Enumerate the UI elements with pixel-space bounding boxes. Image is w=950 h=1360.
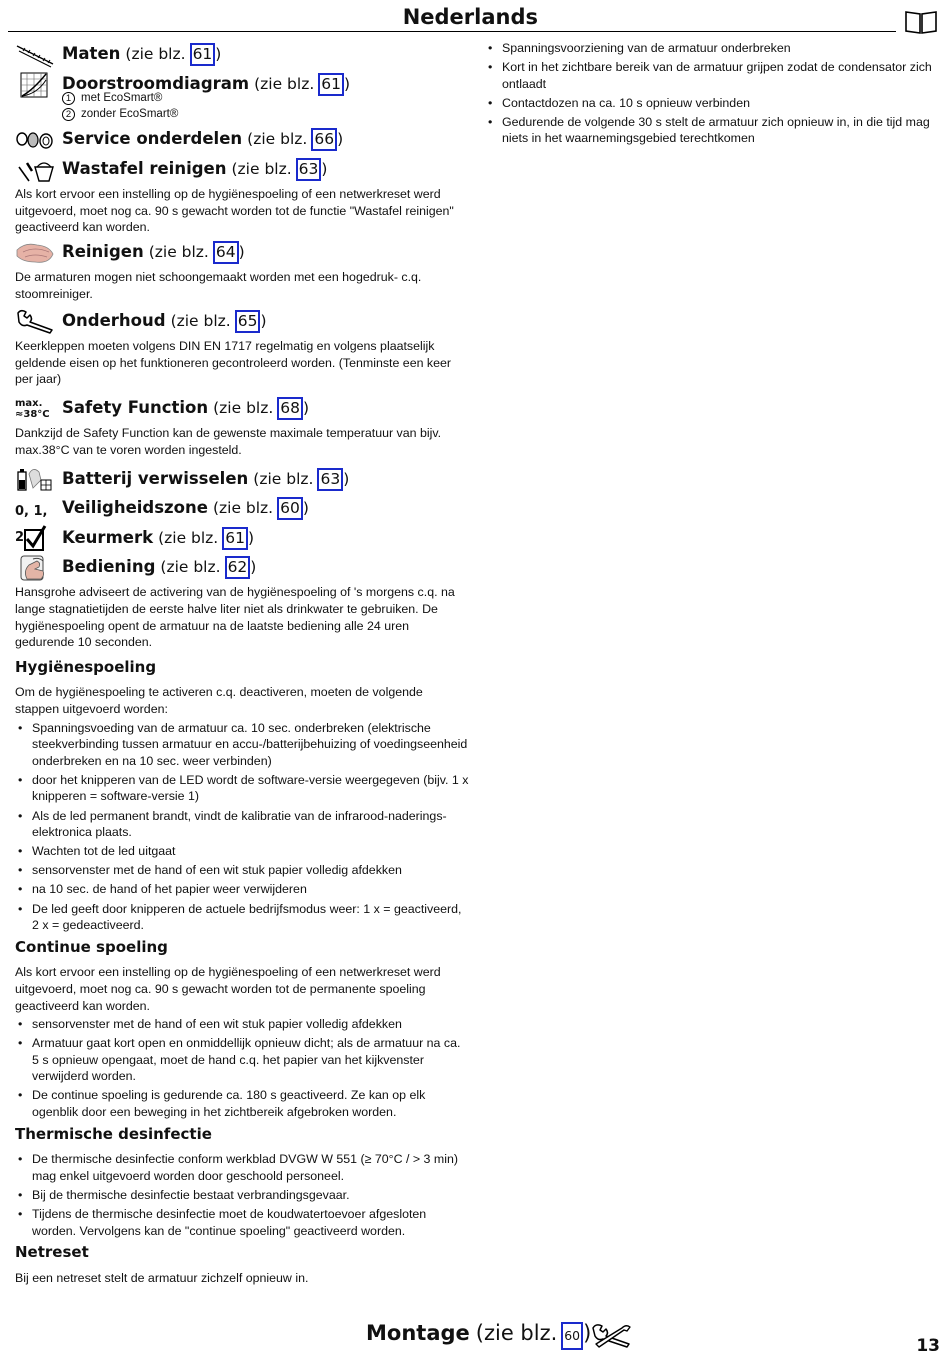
heading-hygienespoeling: Hygiënespoeling	[15, 657, 157, 676]
section-text: Dankzijd de Safety Function kan de gewenste maximale temperatuur van bijv. max.38°C van te voren worden ingesteld.	[15, 426, 442, 457]
section-service-onderdelen	[15, 125, 470, 155]
list-item: • Kort in het zichtbare bereik van de armatuur grijpen zodat de condensator zich ontlaadt	[485, 59, 935, 92]
section-text: Hansgrohe adviseert de activering van de hygiënespoeling of 's morgens c.q. na lange stagnatietijden de eerste halve liter niet als drinkwater te gebruiken. De hygiënespoeling opent de armatuur na de laatste bediening alle 24 uren gedurende 10 seconden.	[15, 585, 455, 650]
list-item: • Armatuur gaat kort open en onmiddellijk opnieuw dicht; als de armatuur na ca. 5 s opnieuw opengaat, moet de hand c.q. het papier van het kijkvenster verwijderd worden.	[15, 1035, 470, 1085]
page-reference-link-wrap	[273, 397, 309, 420]
section-title: Onderhoud	[62, 310, 166, 330]
legend-text: zonder EcoSmart®	[81, 108, 179, 120]
page-link[interactable]: 61	[318, 73, 344, 96]
page-footer	[0, 1318, 950, 1354]
list-item: • Wachten tot de led uitgaat	[15, 843, 470, 860]
cleaning-bucket-icon	[15, 157, 55, 183]
section-text: Om de hygiënespoeling te activeren c.q. deactiveren, moeten de volgende stappen uitgevoerd worden:	[15, 685, 423, 716]
battery-icon	[15, 466, 55, 492]
ref-close: )	[343, 469, 350, 488]
section-title: Bediening	[62, 557, 156, 577]
page-reference: (zie blz.	[170, 311, 231, 330]
page-link[interactable]: 62	[225, 556, 251, 579]
page-header	[8, 4, 896, 32]
section-onderhoud	[15, 306, 470, 387]
page-reference: (zie blz.	[247, 130, 308, 149]
section-text: De armaturen mogen niet schoongemaakt worden met een hogedruk- c.q. stoomreiniger.	[15, 270, 422, 301]
page-link[interactable]: 63	[296, 158, 322, 181]
right-column	[485, 40, 935, 150]
ref-close: )	[238, 243, 245, 262]
list-item: • Als de led permanent brandt, vindt de kalibratie van de infrarood-naderings-elektronica plaats.	[15, 808, 470, 841]
ref-close: )	[302, 499, 309, 518]
page-reference: (zie blz.	[254, 74, 315, 93]
section-title: Batterij verwisselen	[62, 468, 249, 488]
section-wastafel-reinigen	[15, 155, 470, 236]
section-title: Safety Function	[62, 398, 209, 418]
ref-close: )	[250, 558, 257, 577]
open-book-icon	[904, 9, 938, 35]
legend-number: 1	[62, 92, 75, 105]
page-reference-link-wrap	[313, 468, 349, 491]
page-reference-link-wrap	[292, 158, 328, 181]
ref-close: )	[344, 74, 351, 93]
icon-label: ≈38°C	[15, 408, 50, 420]
icon-label: 0, 1, 2	[15, 503, 48, 545]
page-reference: (zie blz.	[160, 558, 221, 577]
page-reference: (zie blz.	[158, 528, 219, 547]
page-reference-link-wrap	[221, 556, 257, 579]
section-bediening	[15, 553, 470, 651]
tools-icon	[590, 1322, 632, 1348]
page-link[interactable]: 66	[311, 128, 337, 151]
section-reinigen	[15, 238, 470, 303]
footer-reference	[366, 1322, 591, 1350]
section-title: Keurmerk	[62, 527, 154, 547]
spare-parts-icon	[15, 127, 55, 153]
hand-operation-icon	[15, 555, 55, 581]
heading-continue-spoeling: Continue spoeling	[15, 937, 168, 956]
wrench-icon	[15, 308, 55, 334]
legend-item	[15, 107, 470, 121]
list-item: • na 10 sec. de hand of het papier weer verwijderen	[15, 881, 470, 898]
dimensions-icon	[15, 42, 55, 68]
page-reference-link-wrap	[231, 310, 267, 333]
heading-thermische-desinfectie: Thermische desinfectie	[15, 1124, 212, 1143]
page-reference: (zie blz.	[231, 159, 292, 178]
list-item: • Contactdozen na ca. 10 s opnieuw verbinden	[485, 95, 935, 112]
footer-title: Montage	[366, 1321, 470, 1345]
page-reference: (zie blz.	[148, 243, 209, 262]
section-batterij-verwisselen	[15, 464, 470, 494]
page-link[interactable]: 68	[277, 397, 303, 420]
checkmark-box-icon	[15, 525, 55, 551]
max-temperature-icon	[15, 398, 55, 424]
section-title: Maten	[62, 44, 121, 64]
page-link[interactable]: 65	[235, 310, 261, 333]
page-reference: (zie blz.	[253, 469, 314, 488]
list-item: • De thermische desinfectie conform werkblad DVGW W 551 (≥ 70°C / > 3 min) mag enkel uitgevoerd worden door geschoold personeel.	[15, 1151, 470, 1184]
section-maten	[15, 40, 470, 70]
flow-diagram-icon	[15, 72, 55, 98]
legend-text: met EcoSmart®	[81, 92, 163, 104]
page-reference: (zie blz.	[125, 45, 186, 64]
page-link[interactable]: 61	[222, 527, 248, 550]
list-item: • Bij de thermische desinfectie bestaat verbrandingsgevaar.	[15, 1187, 470, 1204]
section-doorstroomdiagram	[15, 70, 470, 122]
section-text: Keerkleppen moeten volgens DIN EN 1717 regelmatig en volgens plaatselijk geldende eisen op het funktioneren gecontroleerd worden. (Tenminste een keer per jaar)	[15, 338, 452, 387]
section-title: Service onderdelen	[62, 129, 243, 149]
page-reference-link-wrap	[314, 73, 350, 96]
section-title: Doorstroomdiagram	[62, 73, 250, 93]
section-text: Als kort ervoor een instelling op de hygiënespoeling of een netwerkreset werd uitgevoerd, moet nog ca. 90 s gewacht worden tot de functie "Wastafel reinigen" geactiveerd kan worden.	[15, 187, 454, 235]
bullet-list	[485, 40, 935, 147]
page-reference: (zie blz.	[212, 499, 274, 518]
ref-close: )	[260, 311, 267, 330]
page-link[interactable]: 63	[317, 468, 343, 491]
page-link[interactable]: 60	[561, 1322, 583, 1350]
list-item: • Gedurende de volgende 30 s stelt de armatuur zich opnieuw in, in die tijd mag niets in het waarnemingsgebied terechtkomen	[485, 114, 935, 147]
heading-netreset: Netreset	[15, 1243, 89, 1262]
list-item: • De led geeft door knipperen de actuele bedrijfsmodus weer: 1 x = geactiveerd, 2 x = gedeactiveerd.	[15, 901, 470, 934]
icon-label: max.	[15, 397, 43, 409]
bullet-list	[15, 720, 470, 934]
list-item: • Tijdens de thermische desinfectie moet de koudwatertoevoer afgesloten worden. Vervolgens kan de "continue spoeling" geactiveerd worden.	[15, 1206, 470, 1239]
left-column	[15, 40, 470, 1288]
page-number: 13	[916, 1336, 940, 1356]
page-link[interactable]: 61	[190, 43, 216, 66]
list-item: • Spanningsvoorziening van de armatuur onderbreken	[485, 40, 935, 57]
page-reference-link-wrap	[273, 497, 309, 520]
ref-close: )	[321, 159, 328, 178]
legend-number: 2	[62, 108, 75, 121]
page-link[interactable]: 60	[277, 497, 303, 520]
list-item: • sensorvenster met de hand of een wit stuk papier volledig afdekken	[15, 1016, 470, 1033]
page-reference-link-wrap	[218, 527, 254, 550]
ref-close: )	[583, 1321, 592, 1345]
page-reference: (zie blz.	[475, 1321, 558, 1345]
section-text: Bij een netreset stelt de armatuur zichzelf opnieuw in.	[15, 1270, 309, 1285]
bullet-list	[15, 1151, 470, 1239]
page-reference-link-wrap	[209, 241, 245, 264]
list-item: • sensorvenster met de hand of een wit stuk papier volledig afdekken	[15, 862, 470, 879]
zone-icon	[15, 499, 55, 545]
bullet-list	[15, 1016, 470, 1121]
section-text: Als kort ervoor een instelling op de hygiënespoeling of een netwerkreset werd uitgevoerd, moet nog ca. 90 s gewacht worden tot de permanente spoeling geactiveerd kan worden.	[15, 965, 441, 1013]
page-reference-link-wrap	[307, 128, 343, 151]
ref-close: )	[337, 130, 344, 149]
section-title: Reinigen	[62, 242, 144, 262]
hand-cleaning-icon	[15, 240, 55, 266]
page-title: Nederlands	[402, 5, 538, 29]
page-reference-link-wrap	[186, 43, 222, 66]
ref-close: )	[247, 528, 255, 547]
ref-close: )	[215, 45, 222, 64]
section-keurmerk	[15, 523, 470, 553]
page-link[interactable]: 64	[213, 241, 239, 264]
list-item: • door het knipperen van de LED wordt de software-versie weergegeven (bijv. 1 x knipperen = software-versie 1)	[15, 772, 470, 805]
list-item: • Spanningsvoeding van de armatuur ca. 10 sec. onderbreken (elektrische steekverbinding tussen armatuur en accu-/batterijbehuizing of voedingseenheid onderbreken en na 10 sec. weer verbinden)	[15, 720, 470, 770]
section-title: Wastafel reinigen	[62, 158, 227, 178]
ref-close: )	[303, 399, 310, 417]
list-item: • De continue spoeling is gedurende ca. 180 s geactiveerd. Ze kan op elk ogenblik door een beweging in het zichtbereik afgebroken worden.	[15, 1087, 470, 1120]
section-safety-function	[15, 394, 470, 459]
section-title: Veiligheidszone	[62, 498, 208, 518]
page-reference: (zie blz.	[213, 399, 274, 418]
